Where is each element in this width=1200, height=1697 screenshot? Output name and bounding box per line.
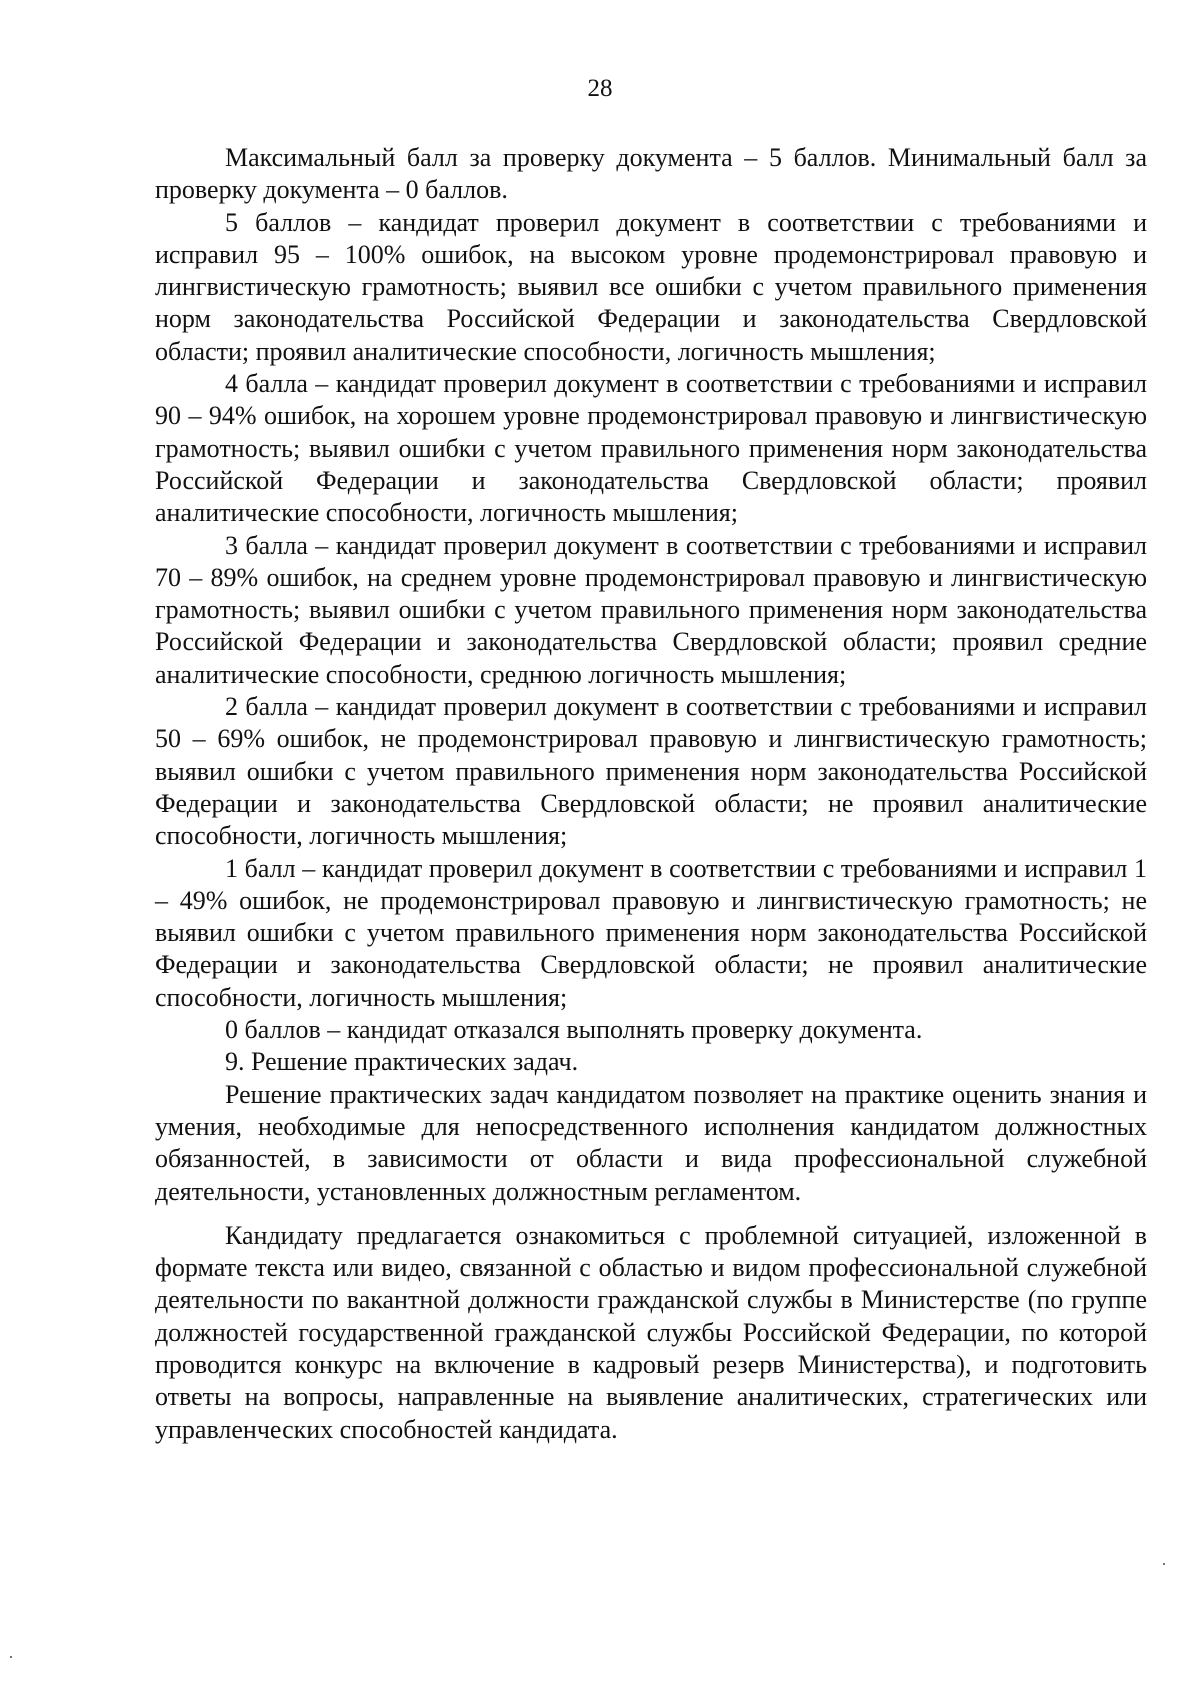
page-number: 28 (587, 75, 613, 102)
document-body (155, 142, 1147, 1446)
section-heading-practical-tasks: 9. Решение практических задач. (225, 1047, 579, 1077)
paragraph-5-points: 5 баллов – кандидат проверил документ в соответствии с требованиями и исправил 95 – 100% ошибок, на высоком уровне продемонстрировал правовую и лингвистическую грамотность; выявил все ошибки с учетом правильного применения норм законодательства Российской Федерации и законодательства Свердловской области; проявил аналитические способности, логичность мышления; (155, 207, 1147, 366)
paragraph-practical-tasks-description: Решение практических задач кандидатом позволяет на практике оценить знания и умения, необходимые для непосредственного исполнения кандидатом должностных обязанностей, в зависимости от области и вида профессиональной служебной деятельности, установленных должностным регламентом. (155, 1079, 1147, 1206)
scan-speck (10, 1656, 12, 1658)
paragraph-2-points: 2 балла – кандидат проверил документ в соответствии с требованиями и исправил 50 – 69% ошибок, не продемонстрировал правовую и лингвистическую грамотность; выявил ошибки с учетом правильного применения норм законодательства Российской Федерации и законодательства Свердловской области; не проявил аналитические способности, логичность мышления; (155, 692, 1147, 851)
paragraph-max-min-score: Максимальный балл за проверку документа – 5 баллов. Минимальный балл за проверку документа – 0 баллов. (155, 143, 1147, 205)
paragraph-candidate-task: Кандидату предлагается ознакомиться с проблемной ситуацией, изложенной в формате текста или видео, связанной с областью и видом профессиональной служебной деятельности по вакантной должности гражданской службы в Министерстве (по группе должностей государственной гражданской службы Российской Федерации, по которой проводится конкурс на включение в кадровый резерв Министерства), и подготовить ответы на вопросы, направленные на выявление аналитических, стратегических или управленческих способностей кандидата. (155, 1220, 1147, 1444)
paragraph-1-point: 1 балл – кандидат проверил документ в соответствии с требованиями и исправил 1 – 49% ошибок, не продемонстрировал правовую и лингвистическую грамотность; не выявил ошибки с учетом правильного применения норм законодательства Российской Федерации и законодательства Свердловской области; не проявил аналитические способности, логичность мышления; (155, 853, 1147, 1012)
scan-speck (1163, 1563, 1165, 1565)
paragraph-4-points: 4 балла – кандидат проверил документ в соответствии с требованиями и исправил 90 – 94% ошибок, на хорошем уровне продемонстрировал правовую и лингвистическую грамотность; выявил ошибки с учетом правильного применения норм законодательства Российской Федерации и законодательства Свердловской области; проявил аналитические способности, логичность мышления; (155, 369, 1147, 528)
paragraph-3-points: 3 балла – кандидат проверил документ в соответствии с требованиями и исправил 70 – 89% ошибок, на среднем уровне продемонстрировал правовую и лингвистическую грамотность; выявил ошибки с учетом правильного применения норм законодательства Российской Федерации и законодательства Свердловской области; проявил средние аналитические способности, среднюю логичность мышления; (155, 530, 1147, 689)
paragraph-0-points: 0 баллов – кандидат отказался выполнять проверку документа. (225, 1015, 923, 1045)
